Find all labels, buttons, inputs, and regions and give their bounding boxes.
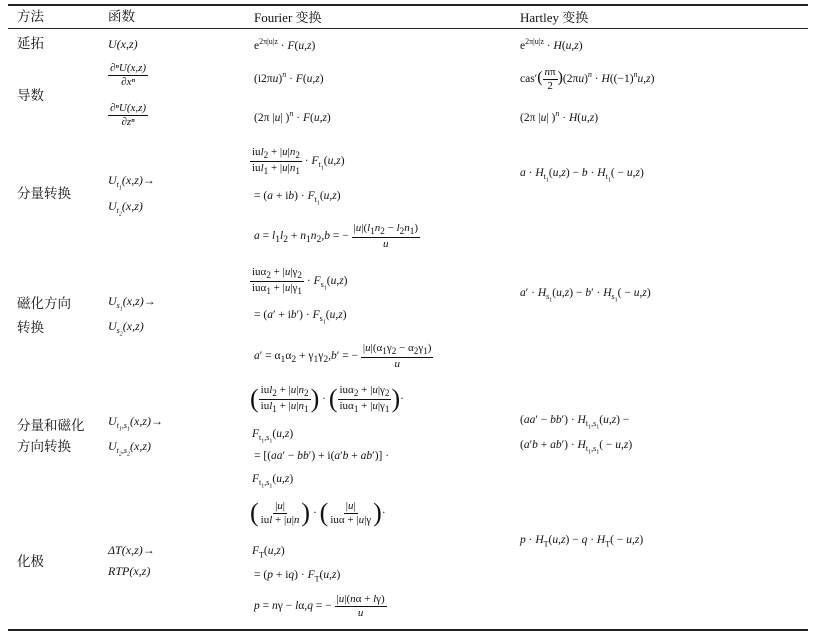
row-function: $U_{t_2}(x,z)$ <box>108 199 143 218</box>
fourier-formula: $a' = \alpha_1\alpha_2 + \gamma_1\gamma_2,b'$ = − $\frac{|u|(\alpha_1\gamma_2 - \alpha_2\gamma_1)}{u}$ <box>254 342 432 370</box>
table-top-rule <box>8 4 808 6</box>
row-function: ΔT(x,z)→ <box>108 543 155 557</box>
hartley-formula: $e^{2\pi|u|z} \cdot H(u,z)$ <box>520 37 583 52</box>
table-bottom-rule <box>8 629 808 631</box>
fourier-formula: ( $\frac{|u|}{\text{iul + |u|n}}$ ) · ( $\frac{|u|}{\text{iuα + |u|γ}}$ )· <box>250 498 386 528</box>
row-function: $U_{t_1}(x,z)\to$ <box>108 173 155 192</box>
header-fourier: Fourier 变换 <box>254 10 322 25</box>
fourier-formula: $F_{t_1,s_1}(u,z)$ <box>252 473 294 490</box>
fourier-formula: $F_{t_1,s_1}(u,z)$ <box>252 428 294 445</box>
fourier-formula: = $(p + iq) \cdot F_T(u,z)$ <box>254 569 341 584</box>
header-method: 方法 <box>17 9 44 25</box>
row-function: U(x,z) <box>108 37 138 51</box>
fourier-formula: = $(a + ib) \cdot F_{t_1}(u,z)$ <box>254 190 341 207</box>
row-method-rtp: 化极 <box>17 554 44 570</box>
hartley-formula: $(a'b + ab') \cdot H_{t_1,s_1}( - u,z)$ <box>520 439 633 456</box>
fourier-formula: $F_T(u,z)$ <box>252 545 285 560</box>
fourier-formula: $e^{2\pi|u|z} \cdot F(u,z)$ <box>254 37 316 52</box>
row-function: $U_{s_1}(x,z)\to$ <box>108 294 156 313</box>
hartley-formula: cas′( $\frac{n\pi}{2}$ )$(2\pi u)^n \cdot H((-1)^nu,z)$ <box>520 66 655 92</box>
row-function: $U_{s_2}(x,z)$ <box>108 319 144 338</box>
hartley-formula: $a \cdot H_{t_1}(u,z) - b \cdot H_{t_1}( - u,z)$ <box>520 167 644 184</box>
fourier-formula: $a = l_1l_2 + n_1n_2,b$ = − $\frac{|u|(l_1n_2 - l_2n_1)}{u}$ <box>254 222 418 250</box>
fourier-formula: (2π |u| )$^n$ · F(u,z) <box>254 109 331 124</box>
row-function-dz: $\frac{\text{∂ⁿU(x,z)}}{\text{∂zⁿ}}$ <box>110 102 147 128</box>
row-method-magnetization-b: 转换 <box>17 320 44 336</box>
header-rule <box>8 28 808 29</box>
fourier-formula: $\frac{iu\alpha_2 + |u|\gamma_2}{iu\alpha_1 + |u|\gamma_1}$ · $F_{s_1}(u,z)$ <box>252 266 348 296</box>
fourier-formula: = $(a' + ib') \cdot F_{s_1}(u,z)$ <box>254 309 347 326</box>
header-hartley: Hartley 变换 <box>520 10 589 25</box>
row-method-combined-b: 方向转换 <box>17 439 71 455</box>
row-function: RTP(x,z) <box>108 564 151 578</box>
header-function: 函数 <box>108 9 135 25</box>
row-function: $U_{t_2,s_2}(x,z)$ <box>108 439 152 458</box>
fourier-formula: ( $\frac{iul_2 + |u|n_2}{iul_1 + |u|n_1}$ ) · ( $\frac{iu\alpha_2 + |u|\gamma_2}{iu\alpha_1 + |u|\gamma_1}$ )· <box>250 384 404 414</box>
fourier-formula: p = nγ − lα,q = − $\frac{|u|(n\alpha + l\gamma)}{u}$ <box>254 593 385 619</box>
fourier-formula: $\frac{iul_2 + |u|n_2}{iul_1 + |u|n_1}$ · $F_{t_1}(u,z)$ <box>252 146 345 176</box>
row-method-derivative: 导数 <box>17 88 44 104</box>
fourier-formula: = [(aa′ − bb′) + i(a′b + ab′)] · <box>254 450 390 462</box>
hartley-formula: $(aa' - bb') \cdot H_{t_1,s_1}(u,z)$ − <box>520 414 630 431</box>
row-function-dx: $\frac{\text{∂ⁿU(x,z)}}{\text{∂xⁿ}}$ <box>110 62 147 88</box>
row-function: $U_{t_1,s_1}(x,z)\to$ <box>108 414 164 433</box>
fourier-formula: $(i2\pi u)^n \cdot F(u,z)$ <box>254 70 324 85</box>
row-method-component: 分量转换 <box>17 186 71 202</box>
row-method-combined-a: 分量和磁化 <box>17 418 85 434</box>
hartley-formula: $p \cdot H_T(u,z) - q \cdot H_T( - u,z)$ <box>520 534 644 549</box>
row-method-magnetization-a: 磁化方向 <box>17 296 71 312</box>
hartley-formula: $a' \cdot H_{s_1}(u,z) - b' \cdot H_{s_1}( - u,z)$ <box>520 287 651 304</box>
hartley-formula: (2π |u| )$^n$ · H(u,z) <box>520 109 599 124</box>
row-method-continuation: 延拓 <box>17 36 44 52</box>
